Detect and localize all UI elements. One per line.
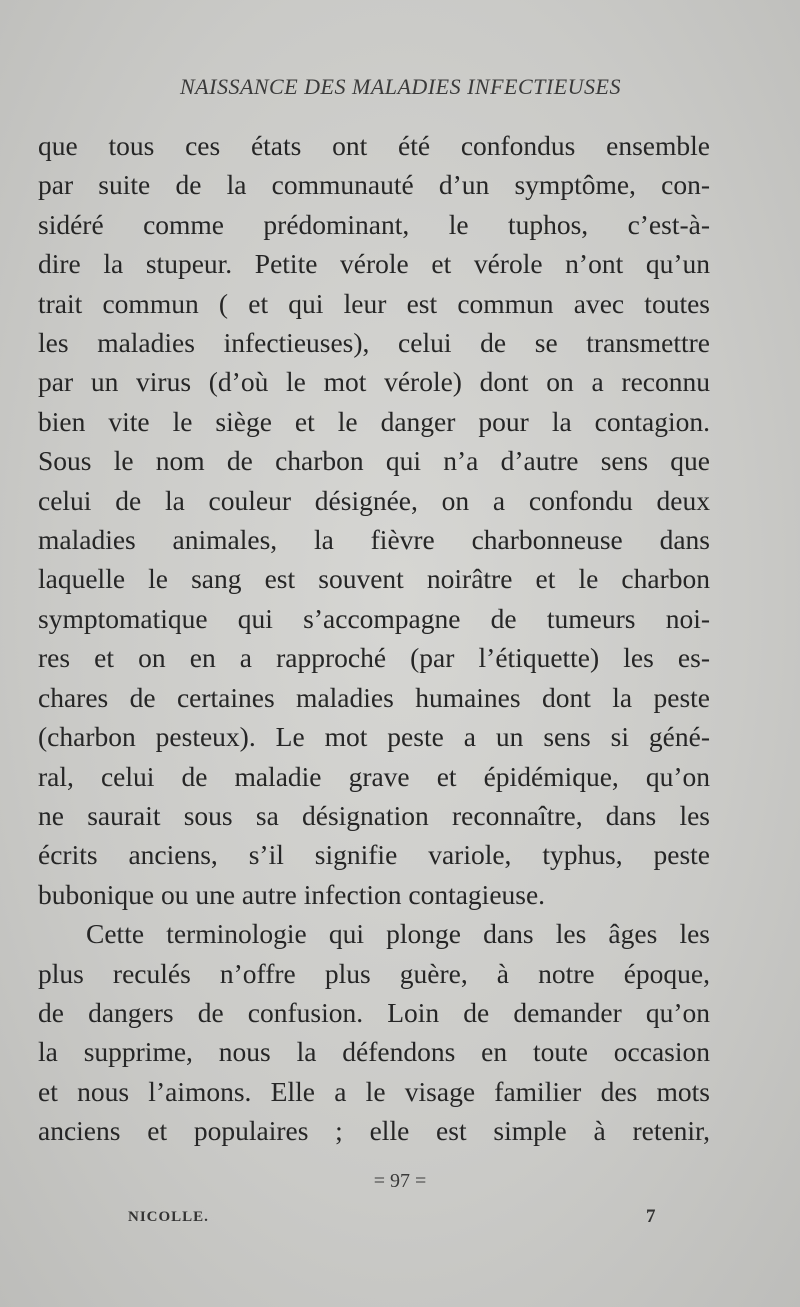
text-line: que tous ces états ont été confondus ensemble [38,130,710,161]
text-line: les maladies infectieuses), celui de se transmettre [38,327,710,359]
text-line: maladies animales, la fièvre charbonneuse dans [38,524,710,556]
body-text [38,126,710,1151]
text-line: res et on en a rapproché (par l’étiquette) les es- [38,642,710,674]
text-line: laquelle le sang est souvent noirâtre et le charbon [38,563,710,595]
text-line: anciens et populaires ; elle est simple à retenir, [38,1115,710,1147]
page-number: = 97 = [373,1170,427,1192]
text-line: sidéré comme prédominant, le tuphos, c’est-à- [38,208,710,240]
text-line: Cette terminologie qui plonge dans les âges les [86,918,710,950]
text-line: bubonique ou une autre infection contagieuse. [38,878,546,910]
paragraph-1 [38,126,710,914]
text-line: et nous l’aimons. Elle a le visage familier des mots [38,1075,710,1107]
text-line: par suite de la communauté d’un symptôme, con- [38,169,710,201]
text-line: ral, celui de maladie grave et épidémique, qu’on [38,760,710,792]
paragraph-2 [38,914,710,1150]
text-line: celui de la couleur désignée, on a confondu deux [38,484,710,516]
text-line: dire la stupeur. Petite vérole et vérole n’ont qu’un [38,248,710,280]
text-line: écrits anciens, s’il signifie variole, typhus, peste [38,839,710,871]
text-line: par un virus (d’où le mot vérole) dont on a reconnu [38,366,710,398]
text-line: symptomatique qui s’accompagne de tumeurs noi- [38,602,710,634]
text-line: Sous le nom de charbon qui n’a d’autre sens que [38,445,710,477]
printer-signature: NICOLLE. [128,1209,209,1225]
text-line: (charbon pesteux). Le mot peste a un sens si géné- [38,721,710,753]
text-line: de dangers de confusion. Loin de demander qu’on [38,996,710,1028]
text-line: plus reculés n’offre plus guère, à notre époque, [38,957,710,989]
running-head: NAISSANCE DES MALADIES INFECTIEUSES [180,74,621,99]
text-line: chares de certaines maladies humaines dont la peste [38,681,710,713]
sheet-number: 7 [646,1206,656,1227]
text-line: la supprime, nous la défendons en toute occasion [38,1036,710,1068]
text-line: trait commun ( et qui leur est commun avec toutes [38,287,710,319]
text-line: bien vite le siège et le danger pour la contagion. [38,405,710,437]
text-line: ne saurait sous sa désignation reconnaître, dans les [38,799,710,831]
